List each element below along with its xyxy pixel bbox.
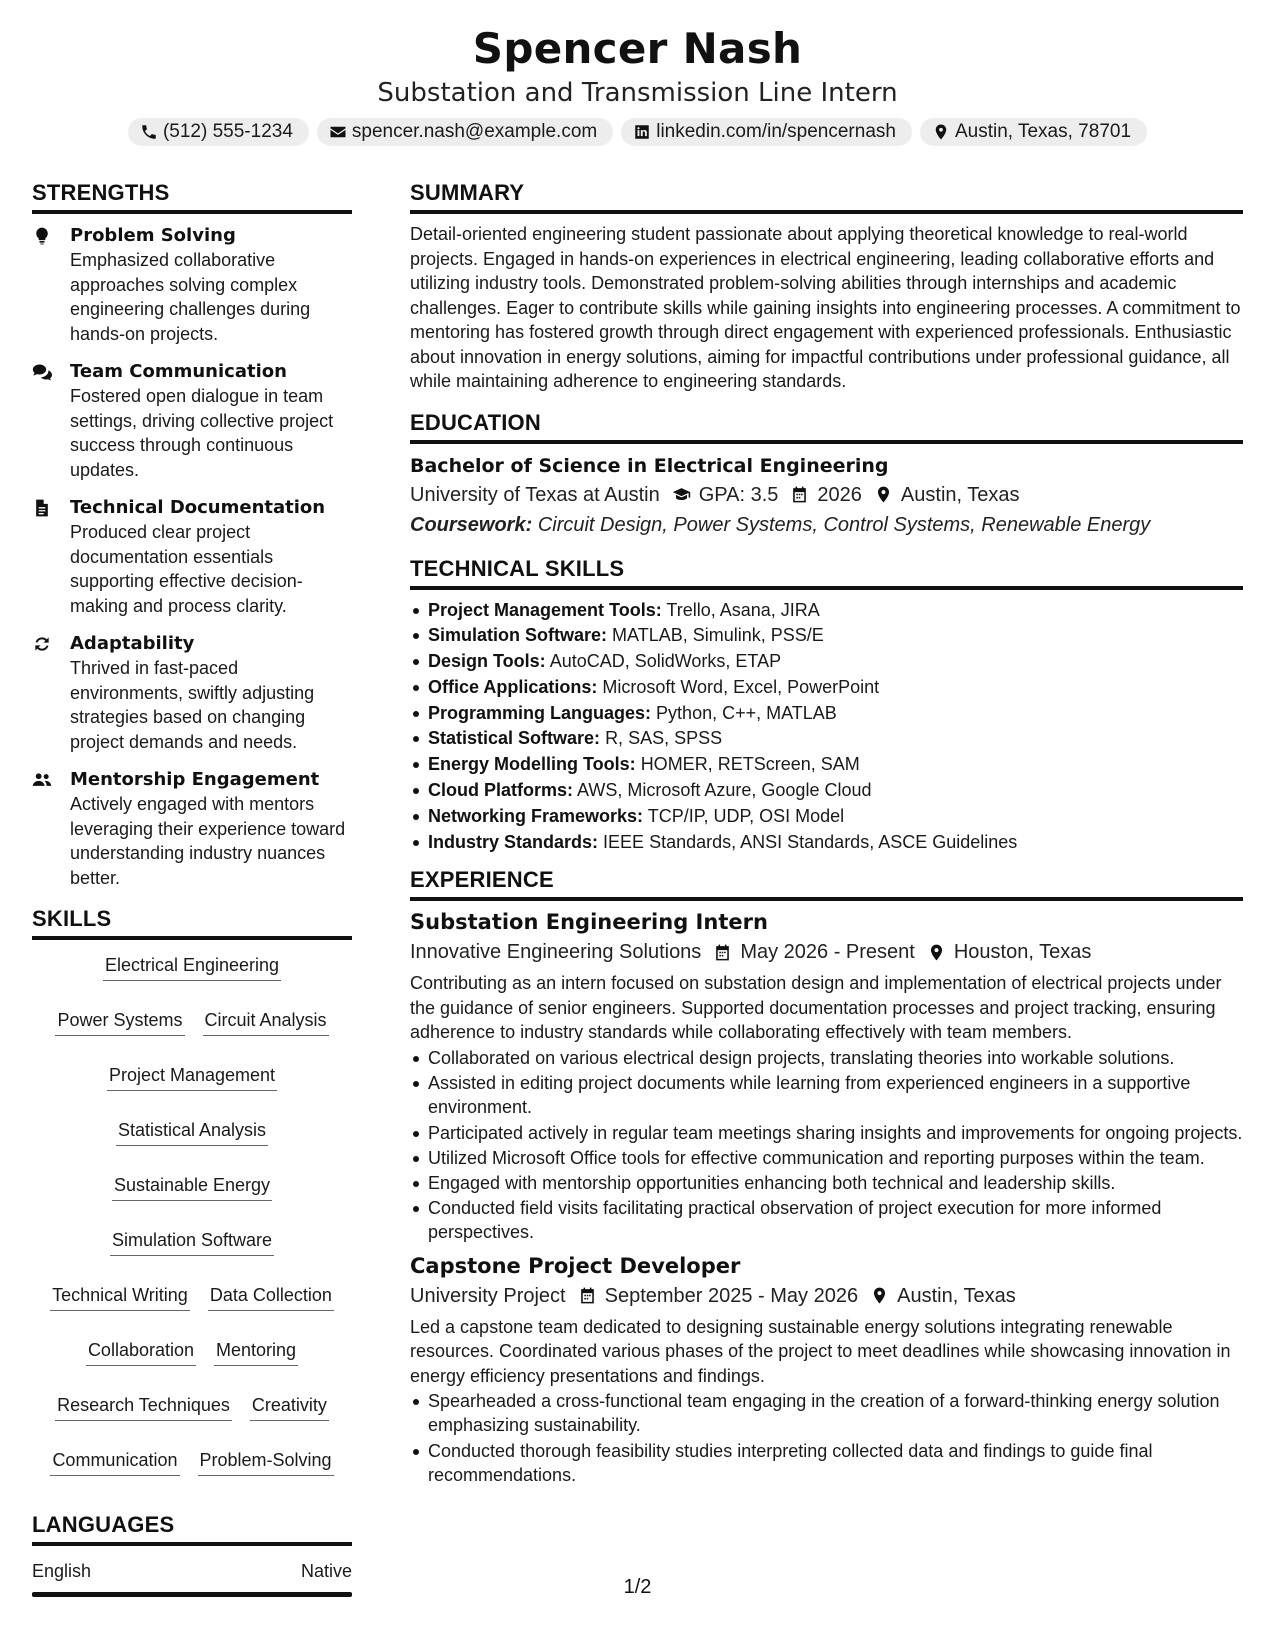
tech-skill-value: R, SAS, SPSS (605, 728, 723, 749)
technical-skills-heading: TECHNICAL SKILLS (410, 554, 1243, 590)
map-marker-icon (932, 123, 950, 141)
tech-skill-value: AutoCAD, SolidWorks, ETAP (549, 651, 782, 672)
tech-skill-value: Microsoft Word, Excel, PowerPoint (602, 676, 880, 697)
strength-item (32, 496, 352, 618)
contact-linkedin[interactable] (621, 118, 912, 146)
job-bullet: Conducted field visits facilitating practical observation of project execution for more informed perspectives. (410, 1196, 1243, 1244)
tech-skill-value: Python, C++, MATLAB (656, 702, 837, 723)
lightbulb-icon (32, 226, 52, 246)
job-entry (410, 907, 1243, 1244)
strength-desc: Thrived in fast-paced environments, swiftly adjusting strategies based on changing project demands and needs. (70, 658, 315, 752)
strength-title: Adaptability (70, 633, 195, 654)
candidate-name: Spencer Nash (472, 24, 803, 73)
strengths-heading: STRENGTHS (32, 178, 352, 214)
job-title: Substation Engineering Intern (410, 910, 768, 935)
summary-text: Detail-oriented engineering student passionate about applying theoretical knowledge to real-world projects. Engaged in hands-on experiences in electrical engineering, leading collaborative efforts and utilizing industry tools. Demonstrated problem-solving abilities through internships and academic challenges. Eager to contribute skills while gaining insights into engineering processes. A commitment to mentoring has fostered growth through direct engagement with experienced professionals. Enthusiastic about innovation in energy solutions, aiming for impactful contributions under professional guidance, all while maintaining adherence to engineering standards. (410, 224, 1241, 391)
strength-item (32, 360, 352, 482)
tech-skill-item (410, 598, 1243, 624)
tech-skill-item (410, 778, 1243, 804)
map-marker-icon (874, 485, 893, 504)
tech-skill-item (410, 701, 1243, 727)
job-description: Contributing as an intern focused on substation design and implementation of electrical projects under the guidance of senior engineers. Supported documentation processes and project tracking, ensuring adherence to industry standards while collaborating effectively with team members. (410, 973, 1222, 1043)
job-entry (410, 1251, 1243, 1487)
job-bullets (410, 1046, 1243, 1245)
contact-phone-text: (512) 555-1234 (162, 121, 293, 142)
tech-skill-value: MATLAB, Simulink, PSS/E (612, 625, 824, 646)
envelope-icon (329, 123, 347, 141)
calendar-icon (578, 1286, 597, 1305)
gpa-value: GPA: 3.5 (698, 483, 779, 506)
job-dates: May 2026 - Present (740, 941, 915, 964)
contact-linkedin-text: linkedin.com/in/spencernash (656, 121, 896, 142)
contact-email-text: spencer.nash@example.com (351, 121, 598, 142)
sync-icon (32, 634, 52, 654)
calendar-icon (790, 485, 809, 504)
skill-tag: Communication (50, 1447, 179, 1476)
left-column (32, 178, 352, 1597)
skill-tag: Collaboration (86, 1337, 196, 1366)
comments-icon (32, 362, 52, 382)
tech-skill-item (410, 726, 1243, 752)
tech-skill-label: Design Tools: (428, 651, 546, 672)
skills-list (32, 952, 352, 1476)
tech-skill-value: IEEE Standards, ANSI Standards, ASCE Guidelines (603, 831, 1018, 852)
skill-tag: Electrical Engineering (103, 952, 281, 981)
skill-tag: Statistical Analysis (116, 1117, 268, 1146)
coursework-label: Coursework: (410, 513, 533, 536)
strength-title: Problem Solving (70, 225, 236, 246)
strength-desc: Produced clear project documentation essentials supporting effective decision-making and process clarity. (70, 522, 303, 616)
strength-item (32, 224, 352, 346)
graduation-year: 2026 (817, 483, 862, 506)
tech-skill-label: Simulation Software: (428, 625, 608, 646)
degree-title: Bachelor of Science in Electrical Engineering (410, 454, 889, 477)
tech-skill-item (410, 623, 1243, 649)
contact-phone[interactable] (128, 118, 309, 146)
strength-title: Team Communication (70, 361, 287, 382)
phone-icon (140, 123, 158, 141)
technical-skills-list (410, 598, 1243, 856)
skill-tag: Mentoring (214, 1337, 298, 1366)
coursework (410, 510, 1243, 540)
graduation-cap-icon (672, 485, 691, 504)
candidate-title: Substation and Transmission Line Intern (377, 78, 898, 108)
skills-heading: SKILLS (32, 904, 352, 940)
job-location: Austin, Texas (897, 1284, 1016, 1307)
tech-skill-value: AWS, Microsoft Azure, Google Cloud (577, 780, 872, 801)
calendar-icon (713, 943, 732, 962)
tech-skill-value: Trello, Asana, JIRA (666, 599, 820, 620)
education-heading: EDUCATION (410, 408, 1243, 444)
tech-skill-item (410, 804, 1243, 830)
tech-skill-value: HOMER, RETScreen, SAM (640, 754, 860, 775)
contact-location-text: Austin, Texas, 78701 (954, 121, 1132, 142)
skill-tag: Sustainable Energy (112, 1172, 272, 1201)
summary-heading: SUMMARY (410, 178, 1243, 214)
school-location: Austin, Texas (900, 483, 1020, 506)
education-meta (410, 480, 1243, 510)
strengths-list (32, 224, 352, 890)
skill-tag: Project Management (107, 1062, 277, 1091)
tech-skill-item (410, 649, 1243, 675)
job-bullet: Conducted thorough feasibility studies interpreting collected data and findings to guide final recommendations. (410, 1439, 1243, 1487)
tech-skill-label: Office Applications: (428, 676, 598, 697)
tech-skill-item (410, 752, 1243, 778)
skill-tag: Data Collection (208, 1282, 334, 1311)
skill-tag: Problem-Solving (198, 1447, 334, 1476)
strength-item (32, 768, 352, 890)
resume-header (0, 0, 1275, 146)
strength-title: Mentorship Engagement (70, 769, 320, 790)
job-bullet: Engaged with mentorship opportunities enhancing both technical and leadership skills. (410, 1171, 1243, 1195)
job-bullets (410, 1389, 1243, 1487)
strength-title: Technical Documentation (70, 497, 326, 518)
strength-desc: Emphasized collaborative approaches solving complex engineering challenges during hands-on projects. (70, 250, 311, 344)
tech-skill-value: TCP/IP, UDP, OSI Model (647, 805, 845, 826)
job-title: Capstone Project Developer (410, 1253, 741, 1278)
skill-tag: Simulation Software (110, 1227, 274, 1256)
linkedin-icon (633, 123, 651, 141)
strength-item (32, 632, 352, 754)
tech-skill-label: Statistical Software: (428, 728, 601, 749)
users-icon (32, 770, 52, 790)
job-bullet: Spearheaded a cross-functional team engaging in the creation of a forward-thinking energy solution emphasizing sustainability. (410, 1389, 1243, 1437)
tech-skill-item (410, 675, 1243, 701)
job-meta (410, 1281, 1243, 1311)
job-bullet: Utilized Microsoft Office tools for effective communication and reporting purposes within the team. (410, 1146, 1243, 1170)
school-name: University of Texas at Austin (410, 483, 660, 506)
contact-bar (0, 118, 1275, 146)
tech-skill-label: Energy Modelling Tools: (428, 754, 636, 775)
coursework-list: Circuit Design, Power Systems, Control Systems, Renewable Energy (537, 513, 1151, 536)
strength-desc: Actively engaged with mentors leveraging their experience toward understanding industry nuances better. (70, 794, 346, 888)
tech-skill-label: Cloud Platforms: (428, 780, 574, 801)
skill-tag: Technical Writing (50, 1282, 190, 1311)
page-number: 1/2 (623, 1576, 652, 1598)
tech-skill-label: Networking Frameworks: (428, 805, 644, 826)
strength-desc: Fostered open dialogue in team settings, driving collective project success through continuous updates. (70, 386, 334, 480)
document-icon (32, 498, 52, 518)
company-name: University Project (410, 1284, 566, 1307)
languages-heading: LANGUAGES (32, 1510, 352, 1546)
map-marker-icon (927, 943, 946, 962)
language-level: Native (300, 1561, 352, 1581)
job-dates: September 2025 - May 2026 (604, 1284, 859, 1307)
skill-tag: Circuit Analysis (203, 1007, 329, 1036)
job-bullet: Collaborated on various electrical design projects, translating theories into workable solutions. (410, 1046, 1243, 1070)
job-meta (410, 937, 1243, 967)
language-name: English (32, 1561, 92, 1581)
skill-tag: Power Systems (55, 1007, 184, 1036)
tech-skill-label: Industry Standards: (428, 831, 599, 852)
skill-tag: Research Techniques (55, 1392, 232, 1421)
contact-email[interactable] (317, 118, 613, 146)
experience-heading: EXPERIENCE (410, 865, 1243, 901)
job-bullet: Assisted in editing project documents while learning from experienced engineers in a supportive environment. (410, 1071, 1243, 1119)
job-description: Led a capstone team dedicated to designing sustainable energy solutions integrating renewable resources. Coordinated various phases of the project to meet deadlines while showcasing innovation in energy efficiency presentations and findings. (410, 1316, 1231, 1386)
tech-skill-label: Programming Languages: (428, 702, 652, 723)
contact-location (920, 118, 1147, 146)
right-column (410, 178, 1243, 1488)
job-bullet: Participated actively in regular team meetings sharing insights and improvements for ongoing projects. (410, 1121, 1243, 1145)
job-location: Houston, Texas (953, 941, 1092, 964)
skill-tag: Creativity (250, 1392, 329, 1421)
map-marker-icon (870, 1286, 889, 1305)
tech-skill-label: Project Management Tools: (428, 599, 662, 620)
tech-skill-item (410, 830, 1243, 856)
company-name: Innovative Engineering Solutions (410, 941, 702, 964)
